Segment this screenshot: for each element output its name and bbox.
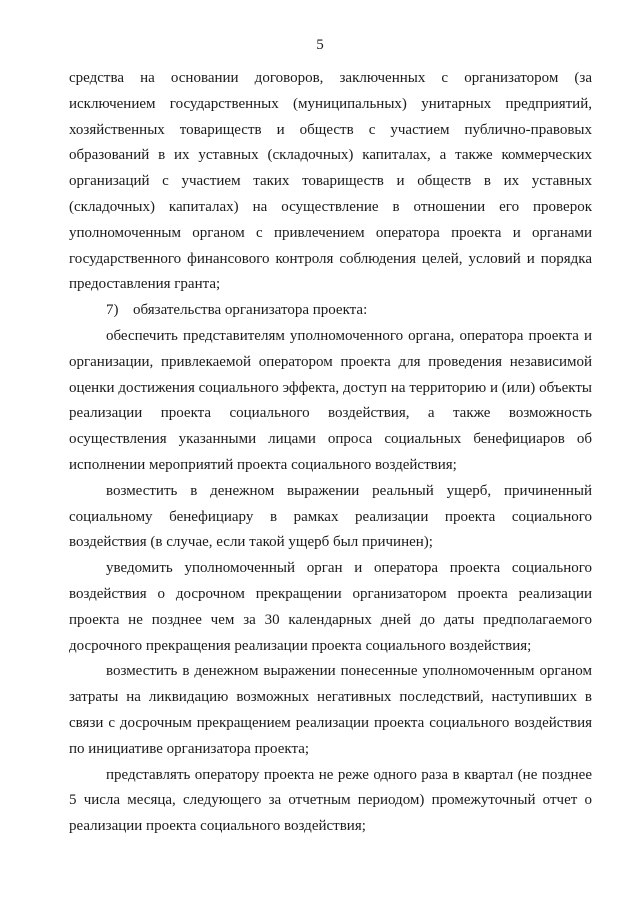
list-item-7	[69, 298, 592, 324]
page-body	[69, 66, 592, 840]
paragraph-continuation: средства на основании договоров, заключенных с организатором (за исключением государственных (муниципальных) унитарных предприятий, хозяйственных товариществ и обществ с участием публично-правовых образований в их уставных (складочных) капиталах, а также коммерческих организаций с участием таких товариществ и обществ в их уставных (складочных) капиталах) на осуществление в отношении его проверок уполномоченным органом с привлечением оператора проекта и органами государственного финансового контроля соблюдения целей, условий и порядка предоставления гранта;	[69, 70, 592, 293]
paragraph-cost-compensation: возместить в денежном выражении понесенные уполномоченным органом затраты на ликвидацию возможных негативных последствий, наступивших в связи с досрочным прекращением реализации проекта социального воздействия по инициативе организатора проекта;	[69, 663, 592, 757]
list-item-number: 7)	[106, 302, 119, 319]
page-number: 5	[316, 37, 324, 53]
paragraph-quarterly-report: представлять оператору проекта не реже одного раза в квартал (не позднее 5 числа месяца, следующего за отчетным периодом) промежуточный отчет о реализации проекта социального воздействия;	[69, 766, 592, 835]
paragraph-damage-compensation: возместить в денежном выражении реальный ущерб, причиненный социальному бенефициару в рамках реализации проекта социального воздействия (в случае, если такой ущерб был причинен);	[69, 482, 592, 551]
paragraph-access-obligation: обеспечить представителям уполномоченного органа, оператора проекта и организации, привлекаемой оператором проекта для проведения независимой оценки достижения социального эффекта, доступ на территорию и (или) объекты реализации проекта социального воздействия, а также возможность осуществления указанными лицами опроса социальных бенефициаров об исполнении мероприятий проекта социального воздействия;	[69, 327, 592, 473]
list-item-text: обязательства организатора проекта:	[133, 302, 368, 319]
paragraph-early-termination-notice: уведомить уполномоченный орган и оператора проекта социального воздействия о досрочном прекращении организатором проекта реализации проекта не позднее чем за 30 календарных дней до даты предполагаемого досрочного прекращения реализации проекта социального воздействия;	[69, 560, 592, 654]
